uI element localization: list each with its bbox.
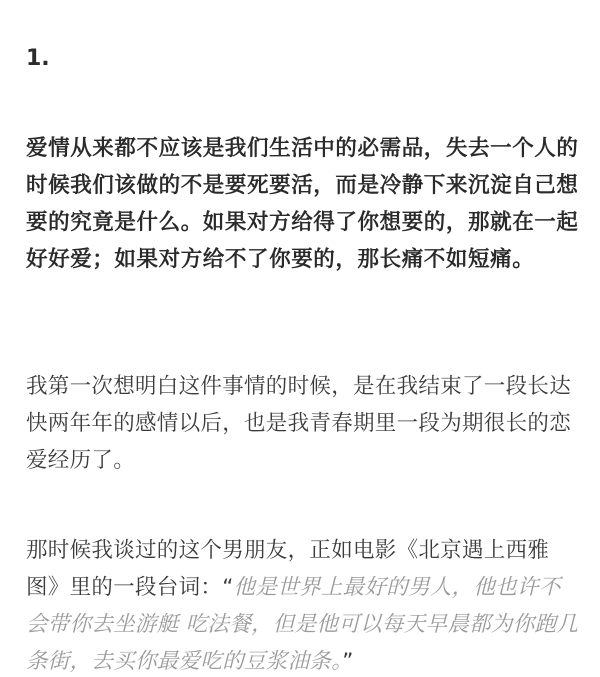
paragraph-3-lead: 那时候我谈过的这个男朋友，正如电影《北京遇上西雅图》里的一段台词： [26, 538, 550, 600]
section-number: 1. [26, 46, 50, 71]
open-quote-mark: “ [222, 575, 234, 600]
movie-quote: 他是世界上最好的男人，他也许不会带你去坐游艇 吃法餐，但是他可以每天早晨都为你跑几条街，去买你最爱吃的豆浆油条。 [26, 575, 579, 674]
close-quote-mark: ” [342, 649, 354, 674]
paragraph-1: 爱情从来都不应该是我们生活中的必需品，失去一个人的时候我们该做的不是要死要活，而是冷静下来沉淀自己想要的究竟是什么。如果对方给得了你想要的，那就在一起好好爱；如果对方给不了你要的，那长痛不如短痛。 [26, 136, 579, 272]
paragraph-2: 我第一次想明白这件事情的时候，是在我结束了一段长达快两年年的感情以后，也是我青春期里一段为期很长的恋爱经历了。 [26, 374, 572, 473]
paragraph-3 [26, 532, 582, 677]
